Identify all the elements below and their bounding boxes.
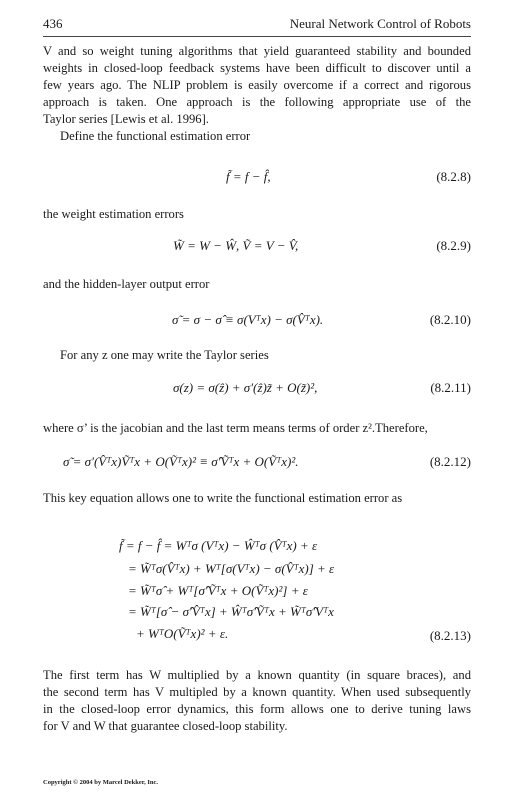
equation-expression: f̃ = f − f̂, (226, 169, 271, 184)
text-line: in the closed-loop error dynamics, this form allows one to derive tuning laws (43, 702, 471, 716)
equation-8-2-12 (43, 454, 471, 474)
equation-line: = W̃ᵀσ̂ + Wᵀ[σ̂′Ṽᵀx + O(Ṽᵀx)²] + ε (128, 583, 308, 598)
paragraph-taylor: For any z one may write the Taylor series (60, 348, 269, 362)
equation-expression: W̃ = W − Ŵ, Ṽ = V − V̂, (173, 238, 299, 253)
equation-8-2-10 (43, 312, 471, 332)
header-rule (43, 36, 471, 37)
text-line: The first term has W multiplied by a known quantity (in square braces), and (43, 668, 471, 682)
equation-line: f̃ = f − f̂ = Wᵀσ (Vᵀx) − Ŵᵀσ (V̂ᵀx) + ε (119, 538, 318, 553)
equation-8-2-11 (43, 380, 471, 400)
equation-number: (8.2.13) (429, 628, 471, 643)
paragraph-weight-errors: the weight estimation errors (43, 207, 184, 221)
running-title: Neural Network Control of Robots (289, 16, 471, 31)
paragraph-first-term (43, 667, 471, 735)
paragraph-jacobian: where σ’ is the jacobian and the last term means terms of order z².Therefore, (43, 421, 428, 435)
text-line: for V and W that guarantee closed-loop stability. (43, 719, 288, 733)
running-header (43, 16, 471, 34)
equation-number: (8.2.8) (436, 169, 471, 184)
page-number: 436 (43, 16, 63, 31)
equation-expression: σ̃ = σ − σ̂ ≡ σ(Vᵀx) − σ(V̂ᵀx). (172, 312, 324, 327)
equation-expression: σ̃ = σ′(V̂ᵀx)Ṽᵀx + O(Ṽᵀx)² ≡ σ̂′Ṽᵀx + O(Ṽᵀx)². (63, 454, 299, 469)
equation-8-2-8 (43, 169, 471, 189)
copyright-footer: Copyright © 2004 by Marcel Dekker, Inc. (43, 779, 158, 786)
equation-number: (8.2.12) (429, 454, 471, 469)
text-line: weights in closed-loop feedback systems have been difficult to discover until a (43, 61, 471, 75)
equation-number: (8.2.10) (429, 312, 471, 327)
paragraph-define: Define the functional estimation error (60, 129, 251, 143)
equation-8-2-9 (43, 238, 471, 258)
text-line: approach is taken. One approach is the following appropriate use of the (43, 95, 471, 109)
text-line: few years ago. The NLIP problem is easily overcome if a correct and rigorous (43, 78, 471, 92)
text-line: the second term has V multipled by a known quantity. When used subsequently (43, 685, 471, 699)
equation-line: = W̃ᵀ[σ̂ − σ̂′V̂ᵀx] + Ŵᵀσ̂′Ṽᵀx + W̃ᵀσ̂′Vᵀx (128, 604, 334, 619)
equation-line: + WᵀO(Ṽᵀx)² + ε. (136, 626, 229, 641)
text-line: Taylor series [Lewis et al. 1996]. (43, 112, 209, 126)
equation-line: = W̃ᵀσ(V̂ᵀx) + Wᵀ[σ(Vᵀx) − σ(V̂ᵀx)] + ε (128, 561, 335, 576)
paragraph-hidden-layer: and the hidden-layer output error (43, 277, 210, 291)
text-line: V and so weight tuning algorithms that yield guaranteed stability and bounded (43, 44, 471, 58)
equation-number: (8.2.11) (430, 380, 471, 395)
paragraph-nlip (43, 43, 471, 128)
paragraph-key-equation: This key equation allows one to write the functional estimation error as (43, 491, 403, 505)
equation-expression: σ(z) = σ(ẑ) + σ′(ẑ)z̃ + O(z̃)², (173, 380, 318, 395)
equation-number: (8.2.9) (436, 238, 471, 253)
